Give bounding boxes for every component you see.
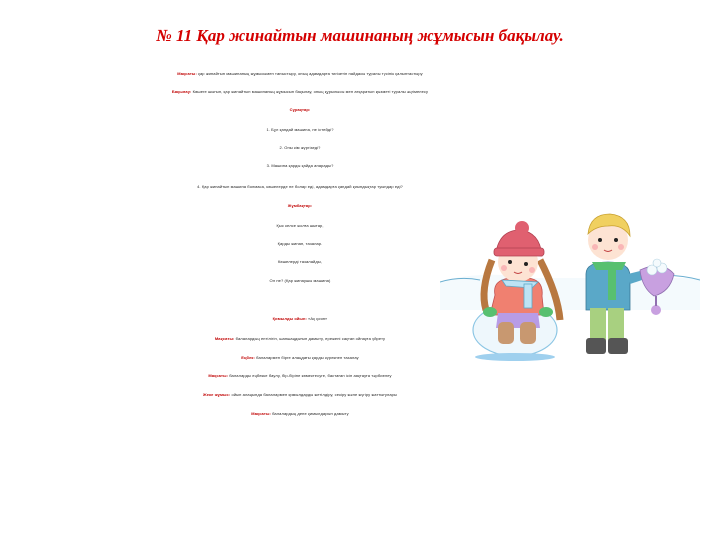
line-label: Жеке жұмыс: <box>203 392 231 397</box>
line-label: Қимылды ойын: <box>272 316 307 321</box>
text-line <box>120 145 480 150</box>
line-label: Мақсаты: <box>208 373 229 378</box>
line-text: 1. Бұл қандай машина, не істейді? <box>266 127 334 132</box>
text-line <box>120 316 480 321</box>
text-line <box>120 107 480 112</box>
line-label: Мақсаты: <box>214 336 235 341</box>
line-text: қар жинайтын машинаның жұмысымен таныстыру, оның адамдарға тигізетін пайдасы туралы түсінік қалыптастыру <box>198 71 423 76</box>
line-label: Сұрақтар: <box>289 107 311 112</box>
text-line <box>120 241 480 246</box>
line-text: балалармен бірге алаңдағы қарды күрекпен тазалау <box>256 355 359 360</box>
line-text: 3. Машина қарды қайда апарады? <box>266 163 334 168</box>
document-title: № 11 Қар жинайтын машинаның жұмысын бақылау. <box>156 26 564 45</box>
line-text: балалардың ептілігін, шапшаңдығын дамыту, ережені сақтап ойнауға үйрету <box>235 336 386 341</box>
text-line <box>120 163 480 168</box>
line-label: Мақсаты: <box>177 71 197 76</box>
text-line <box>120 89 480 94</box>
line-text: балаларды еңбекке баулу, бір-біріне көмектесуге, бастаған ісін аяқтауға тәрбиелеу <box>229 373 392 378</box>
line-text: балалардың дене қимылдарын дамыту <box>272 411 349 416</box>
line-text: Көшелерді тазалайды, <box>277 259 323 264</box>
text-line <box>120 184 480 189</box>
text-line <box>120 278 480 283</box>
line-text: 4. Қар жинайтын машина болмаса, көшелерде не болар еді, адамдарға қандай қиындықтар туындар еді? <box>197 184 403 189</box>
line-text: «Ақ қоян» <box>308 316 328 321</box>
text-line <box>120 203 480 208</box>
text-line <box>120 336 480 341</box>
line-text: Қарды жинап, тазалар. <box>277 241 323 246</box>
text-line <box>120 223 480 228</box>
line-label: Мақсаты: <box>251 411 271 416</box>
text-line <box>120 373 480 378</box>
text-line <box>120 127 480 132</box>
line-label: Еңбек: <box>241 355 255 360</box>
text-line <box>120 355 480 360</box>
line-label: Бақылау: <box>171 89 192 94</box>
line-text: 2. Оны кім жүргізеді? <box>279 145 321 150</box>
line-text: ойын алаңында балалармен қимылдарды жетілдіру, секіру және жүгіру жаттығулары <box>231 392 397 397</box>
text-line <box>120 71 480 76</box>
children-snow-illustration <box>440 200 700 370</box>
line-text: Көшеге шығып, қар жинайтын машинаның жұмысын бақылау, оның құрылысы мен атқаратын қызметі туралы әңгімелесу <box>192 89 429 94</box>
line-text: Қыс келсе жолға шығар, <box>276 223 324 228</box>
line-text: Ол не? (Қар жинаушы машина) <box>269 278 331 283</box>
text-line <box>120 259 480 264</box>
text-line <box>120 392 480 397</box>
line-label: Жұмбақтар: <box>287 203 313 208</box>
text-line <box>120 411 480 416</box>
